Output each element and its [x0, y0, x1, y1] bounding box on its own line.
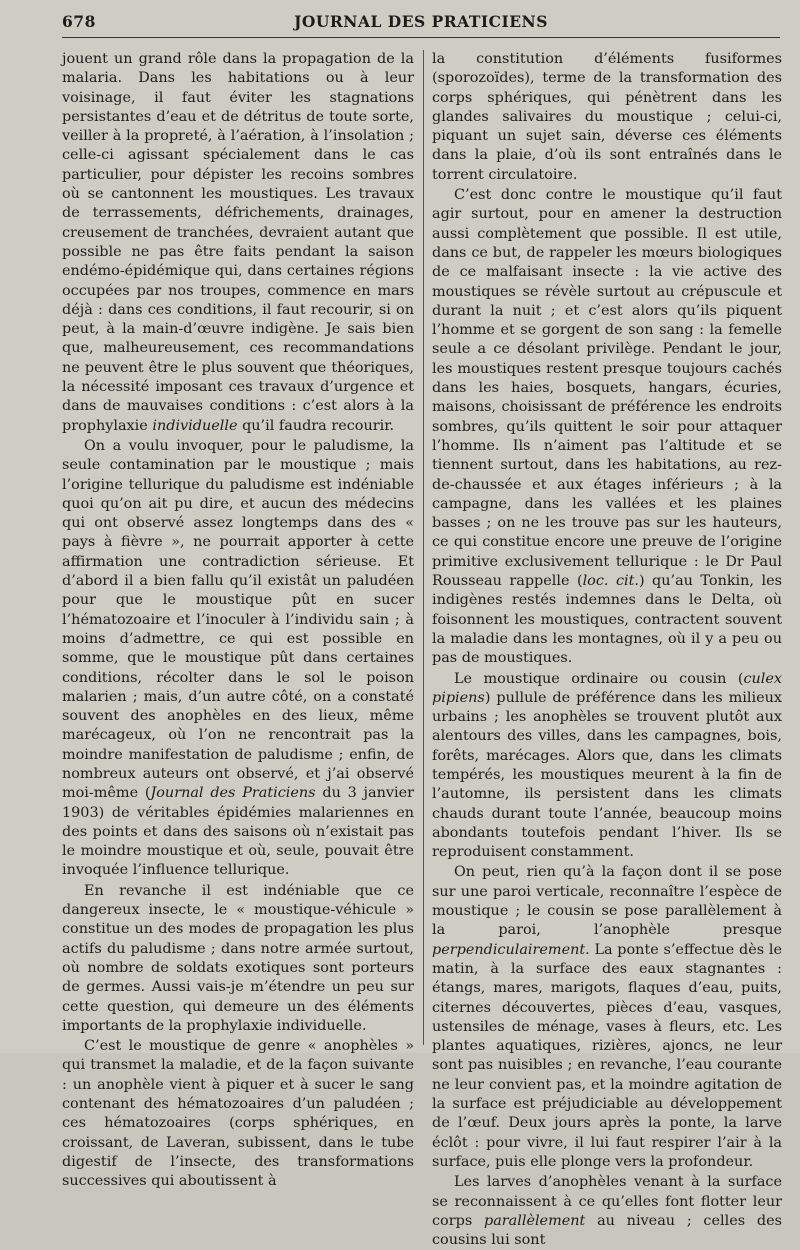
- italic-emphasis: individuelle: [152, 417, 238, 434]
- left-column: [62, 50, 414, 1190]
- paragraph: la constitution d’éléments fusiformes (sporozoïdes), terme de la transformation des corps sphériques, qui pénètrent dans les glandes salivaires du moustique ; celui-ci, piquant un sujet sain, déverse ces éléments dans la plaie, d’où ils sont entraînés dans le torrent circulatoire.: [432, 51, 782, 183]
- column-divider: [423, 50, 424, 1045]
- page-header: [62, 12, 780, 34]
- running-title: JOURNAL DES PRATICIENS: [294, 12, 548, 31]
- citation-reference: loc. cit.: [582, 573, 639, 590]
- paragraph: Les larves d’anophèles venant à la surface se reconnaissent à ce qu’elles font flotter leur corps parallèlement au niveau ; celles des cousins lui sont: [432, 1174, 783, 1249]
- paragraph: En revanche il est indéniable que ce dangereux insecte, le « moustique-véhicule » constitue un des modes de propagation les plus actifs du paludisme ; dans notre armée surtout, où nombre de soldats exotiques sont porteurs de germes. Aussi vais-je m’étendre un peu sur cette question, qui demeure un des éléments importants de la prophylaxie individuelle.: [62, 882, 414, 1034]
- page-number: 678: [62, 12, 96, 31]
- paragraph: Le moustique ordinaire ou cousin (culex pipiens) pullule de préférence dans les milieux urbains ; les anophèles se trouvent plutôt aux alentours des villes, dans les campagnes, bois, forêts, marécages. Alors que, dans les climats tempérés, les moustiques meurent à la fin de l’automne, ils persistent dans les climats chauds durant toute l’année, beaucoup moins abondants toutefois pendant l’hiver. Ils se reproduisent constamment.: [432, 670, 782, 861]
- paragraph: C’est le moustique de genre « anophèles » qui transmet la maladie, et de la façon suivante : un anophèle vient à piquer et à sucer le sang contenant des hématozoaires d’un paludéen ; ces hématozoaires (corps sphériques, en croissant, de Laveran, subissent, dans le tube digestif de l’insecte, des transformations successives qui aboutissent à: [62, 1038, 414, 1190]
- paragraph: jouent un grand rôle dans la propagation de la malaria. Dans les habitations ou à leur voisinage, il faut éviter les stagnations persistantes d’eau et de détritus de toute sorte, veiller à la propreté, à l’aération, à l’insolation ; celle-ci agissant spécialement dans le cas particulier, pour dépister les recoins sombres où se cantonnent les moustiques. Les travaux de terrassements, défrichements, drainages, creusement de tranchées, devraient autant que possible ne pas être faits pendant la saison endémo-épidémique qui, dans certaines régions occupées par nos troupes, commence en mars déjà : dans ces conditions, il faut recourir, si on peut, à la main-d’œuvre indigène. Je sais bien que, malheureusement, ces recommandations ne peuvent être le plus souvent que théoriques, la nécessité imposant ces travaux d’urgence et dans de mauvaises conditions : c’est alors à la prophylaxie individuelle qu’il faudra recourir.: [62, 51, 414, 434]
- header-rule: [62, 37, 780, 38]
- italic-emphasis: parallèlement: [483, 1212, 586, 1229]
- italic-emphasis: perpendiculairement: [432, 941, 586, 958]
- right-column: [432, 50, 783, 1249]
- paragraph: On peut, rien qu’à la façon dont il se pose sur une paroi verticale, reconnaître l’espèce de moustique ; le cousin se pose parallèlement à la paroi, l’anophèle presque perpendiculairement. La ponte s’effectue dès le matin, à la surface des eaux stagnantes : étangs, mares, marigots, flaques d’eau, puits, citernes découvertes, pièces d’eau, vasques, ustensiles de ménage, vases à fleurs, etc. Les plantes aquatiques, rizières, ajoncs, ne leur sont pas nuisibles ; en revanche, l’eau courante ne leur convient pas, et la moindre agitation de la surface est préjudiciable au développement de l’œuf. Deux jours après la ponte, la larve éclôt : pour vivre, il lui faut respirer l’air à la surface, puis elle plonge vers la profondeur.: [432, 864, 782, 1170]
- journal-citation: Journal des Praticiens: [150, 785, 316, 802]
- paragraph: C’est donc contre le moustique qu’il faut agir surtout, pour en amener la destruction aussi complètement que possible. Il est utile, dans ce but, de rappeler les mœurs biologiques de ce malfaisant insecte : la vie active des moustiques se révèle surtout au crépuscule et durant la nuit ; et c’est alors qu’ils piquent l’homme et se gorgent de son sang : la femelle seule a ce désolant privilège. Pendant le jour, les moustiques restent presque toujours cachés dans les haies, bosquets, hangars, écuries, maisons, choisissant de préférence les endroits sombres, qu’ils quittent le soir pour attaquer l’homme. Ils n’aiment pas l’altitude et se tiennent surtout, dans les habitations, au rez-de-chaussée et aux étages inférieurs ; à la campagne, dans les vallées et les plaines basses ; on ne les trouve pas sur les hauteurs, ce qui constitue encore une preuve de l’origine primitive exclusivement tellurique : le Dr Paul Rousseau rappelle (loc. cit.) qu’au Tonkin, les indigènes restés indemnes dans le Delta, où foisonnent les moustiques, contractent souvent la maladie dans les montagnes, où il y a peu ou pas de moustiques.: [432, 187, 782, 667]
- species-name: culex pipiens: [432, 670, 782, 706]
- paragraph: On a voulu invoquer, pour le paludisme, la seule contamination par le moustique ; mais l’origine tellurique du paludisme est indéniable quoi qu’on ait pu dire, et aucun des médecins qui ont observé assez longtemps dans des « pays à fièvre », ne pourrait apporter à cette affirmation une contradiction sérieuse. Et d’abord il a bien fallu qu’il existât un paludéen pour que le moustique pût en sucer l’hématozoaire et l’inoculer à l’individu sain ; à moins d’admettre, ce qui est possible en somme, que le moustique pût dans certaines conditions, récolter dans le sol le poison malarien ; mais, d’un autre côté, on a constaté souvent des anophèles en des lieux, même marécageux, où l’on ne rencontrait pas la moindre manifestation de paludisme ; enfin, de nombreux auteurs ont observé, et j’ai observé moi-même (Journal des Praticiens du 3 janvier 1903) de véritables épidémies malariennes en des points et dans des saisons où n’existait pas le moindre moustique et où, seule, pouvait être invoquée l’influence tellurique.: [62, 437, 414, 879]
